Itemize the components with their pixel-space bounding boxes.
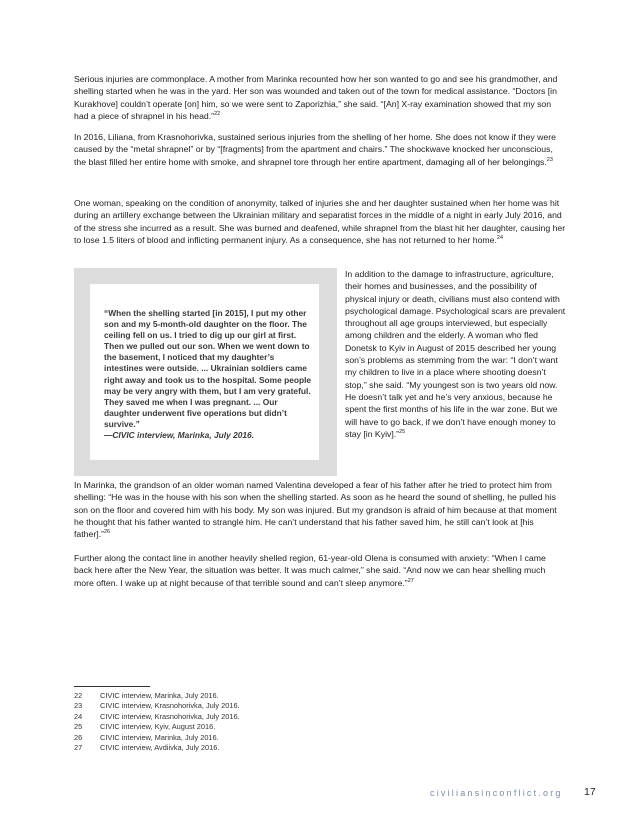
footnote-number: 23 — [74, 701, 83, 711]
footnote-text: CIVIC interview, Krasnohorivka, July 2016. — [100, 701, 240, 711]
footnote-text: CIVIC interview, Avdiivka, July 2016. — [100, 743, 220, 753]
side-column-paragraph: In addition to the damage to infrastructure, agriculture, their homes and businesses, and the possibility of physical injury or death, civilians must also contend with psychological damage. Psychological scars are prevalent throughout all age groups interviewed, but especially among children and the elderly. A woman who fled Donetsk to Kyiv in August of 2015 described her young son’s problems as stemming from the war: “I don’t want my children to live in a place where shooting doesn’t stop,” she said. “My youngest son is two years old now. He doesn’t talk yet and he’s very anxious, because he spent the first months of his life in the war zone. But we will have to go back, if we don’t have enough money to stay [in Kyiv].”$^{25}$ — [345, 269, 566, 439]
footnote-ref: 25 — [399, 428, 406, 435]
pull-quote-attribution: —CIVIC interview, Marinka, July 2016. — [104, 430, 255, 441]
pull-quote — [104, 308, 314, 441]
footnote-number: 22 — [74, 691, 83, 700]
body-paragraph: Further along the contact line in another heavily shelled region, 61-year-old Olena is consumed with anxiety: “When I came back here after the New Year, the situation was better. It was much calmer,” she said. “And now we can hear shelling much more often. I wake up at night because of that terrible sound and can’t sleep anymore.”$^{27}$ — [74, 553, 546, 588]
website-footer: civiliansinconflict.org — [430, 788, 563, 798]
footnote-ref: 27 — [407, 577, 414, 584]
pull-quote-box — [74, 268, 337, 476]
pull-quote-text: “When the shelling started [in 2015], I put my other son and my 5-month-old daughter on the floor. The ceiling fell on us. I tried to dig up our girl at first. Then we pulled out our son. When we went down to the basement, I noticed that my daughter’s intestines were outside. ... Ukrainian soldiers came right away and took us to the hospital. Some people may be very angry with them, but I am very grateful. They saved me when I was pregnant. ... Our daughter underwent five operations but didn’t survive.” — [104, 308, 312, 429]
body-paragraph: In Marinka, the grandson of an older woman named Valentina developed a fear of his father after he tried to protect him from shelling: “He was in the house with his son when the shelling started. As soon as he heard the sound of shelling, he pulled his son on the floor and covered him with his body. My son was injured. But my grandson is afraid of him because at that moment he thought that his father wanted to strangle him. He can’t understand that his father saved him, he still can’t look at [his father].”$^{26}$ — [74, 480, 557, 540]
body-paragraph: In 2016, Liliana, from Krasnohorivka, sustained serious injuries from the shelling of her home. She does not know if they were caused by the “metal shrapnel” or by “[fragments] from the apartment and chairs.” The shockwave knocked her unconscious, the blast filled her entire home with smoke, and shrapnel tore through her entire apartment, damaging all of her belongings.$^{23}$ — [74, 132, 556, 167]
footnote-ref: 26 — [103, 529, 111, 536]
pull-quote-panel — [90, 284, 319, 460]
footnote-number: 25 — [74, 722, 83, 732]
footnote-ref: 23 — [546, 156, 553, 163]
footnote — [74, 722, 374, 732]
footnote — [74, 712, 374, 722]
footnote-ref: 24 — [496, 235, 504, 241]
body-paragraph: One woman, speaking on the condition of anonymity, talked of injuries she and her daughter sustained when her home was hit during an artillery exchange between the Ukrainian military and separatist forces in the middle of a night in early July 2016, and of the stress she incurred as a result. She was burned and deafened, while shrapnel from the blast hit her daughter, causing her to lose 1.5 liters of blood and inflicting permanent injury. As a consequence, she has not returned to her home.$^{24}$ — [74, 198, 566, 245]
page-number: 17 — [584, 786, 596, 798]
footnote — [74, 743, 374, 753]
footnote-text: CIVIC interview, Marinka, July 2016. — [100, 691, 219, 700]
footnote-text: CIVIC interview, Kyiv, August 2016. — [100, 722, 216, 732]
footnote-number: 27 — [74, 743, 83, 753]
footnote-ref: 22 — [214, 111, 221, 117]
footnotes — [74, 691, 374, 753]
footnote-text: CIVIC interview, Krasnohorivka, July 2016. — [100, 711, 240, 721]
footnote — [74, 701, 374, 711]
footnote-number: 24 — [74, 711, 83, 721]
footnote-number: 26 — [74, 732, 83, 742]
footnote — [74, 691, 374, 701]
footnote-divider — [74, 686, 150, 687]
footnote-text: CIVIC interview, Marinka, July 2016. — [100, 732, 219, 742]
body-paragraph: Serious injuries are commonplace. A mother from Marinka recounted how her son wanted to go and see his grandmother, and shelling started when he was in the yard. Her son was wounded and taken out of the town for medical assistance. “Doctors [in Kurakhove] couldn’t operate [on] him, so we were sent to Zaporizhia,” she said. “[An] X-ray examination showed that my son had a piece of shrapnel in his head.”$^{22}$ — [74, 74, 558, 121]
footnote — [74, 733, 374, 743]
